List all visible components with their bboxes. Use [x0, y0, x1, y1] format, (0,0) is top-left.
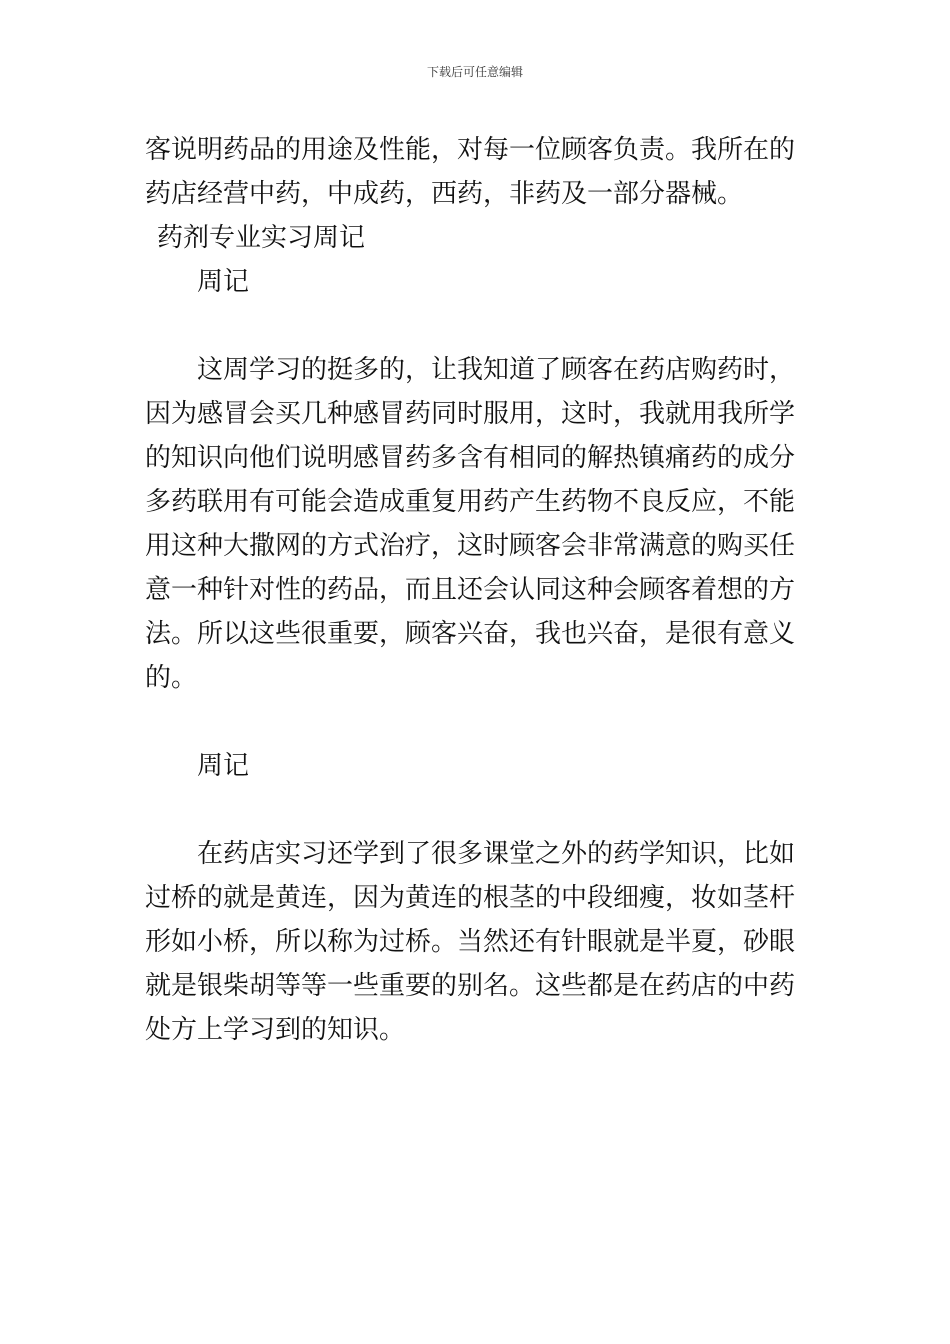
section2-paragraph: 在药店实习还学到了很多课堂之外的药学知识，比如过桥的就是黄连，因为黄连的根茎的中段细瘦，妆如茎杆形如小桥，所以称为过桥。当然还有针眼就是半夏，砂眼就是银柴胡等等一些重要的别名。这些都是在药店的中药处方上学习到的知识。 [145, 839, 796, 1045]
spacer [145, 700, 807, 744]
section1-paragraph: 这周学习的挺多的，让我知道了顾客在药店购药时，因为感冒会买几种感冒药同时服用，这时，我就用我所学的知识向他们说明感冒药多含有相同的解热镇痛药的成分多药联用有可能会造成重复用药产生药物不良反应，不能用这种大撒网的方式治疗，这时顾客会非常满意的购买任意一种针对性的药品，而且还会认同这种会顾客着想的方法。所以这些很重要，顾客兴奋，我也兴奋，是很有意义的。 [145, 355, 796, 693]
spacer [145, 788, 807, 832]
page-header: 下载后可任意编辑 [426, 65, 523, 79]
document-body [145, 128, 807, 1052]
spacer [145, 304, 807, 348]
intro-paragraph: 客说明药品的用途及性能，对每一位顾客负责。我所在的药店经营中药，中成药，西药，非药及一部分器械。 [145, 135, 796, 209]
section1-heading: 周记 [197, 267, 250, 297]
section2-heading: 周记 [197, 751, 250, 781]
document-title: 药剂专业实习周记 [157, 223, 366, 253]
